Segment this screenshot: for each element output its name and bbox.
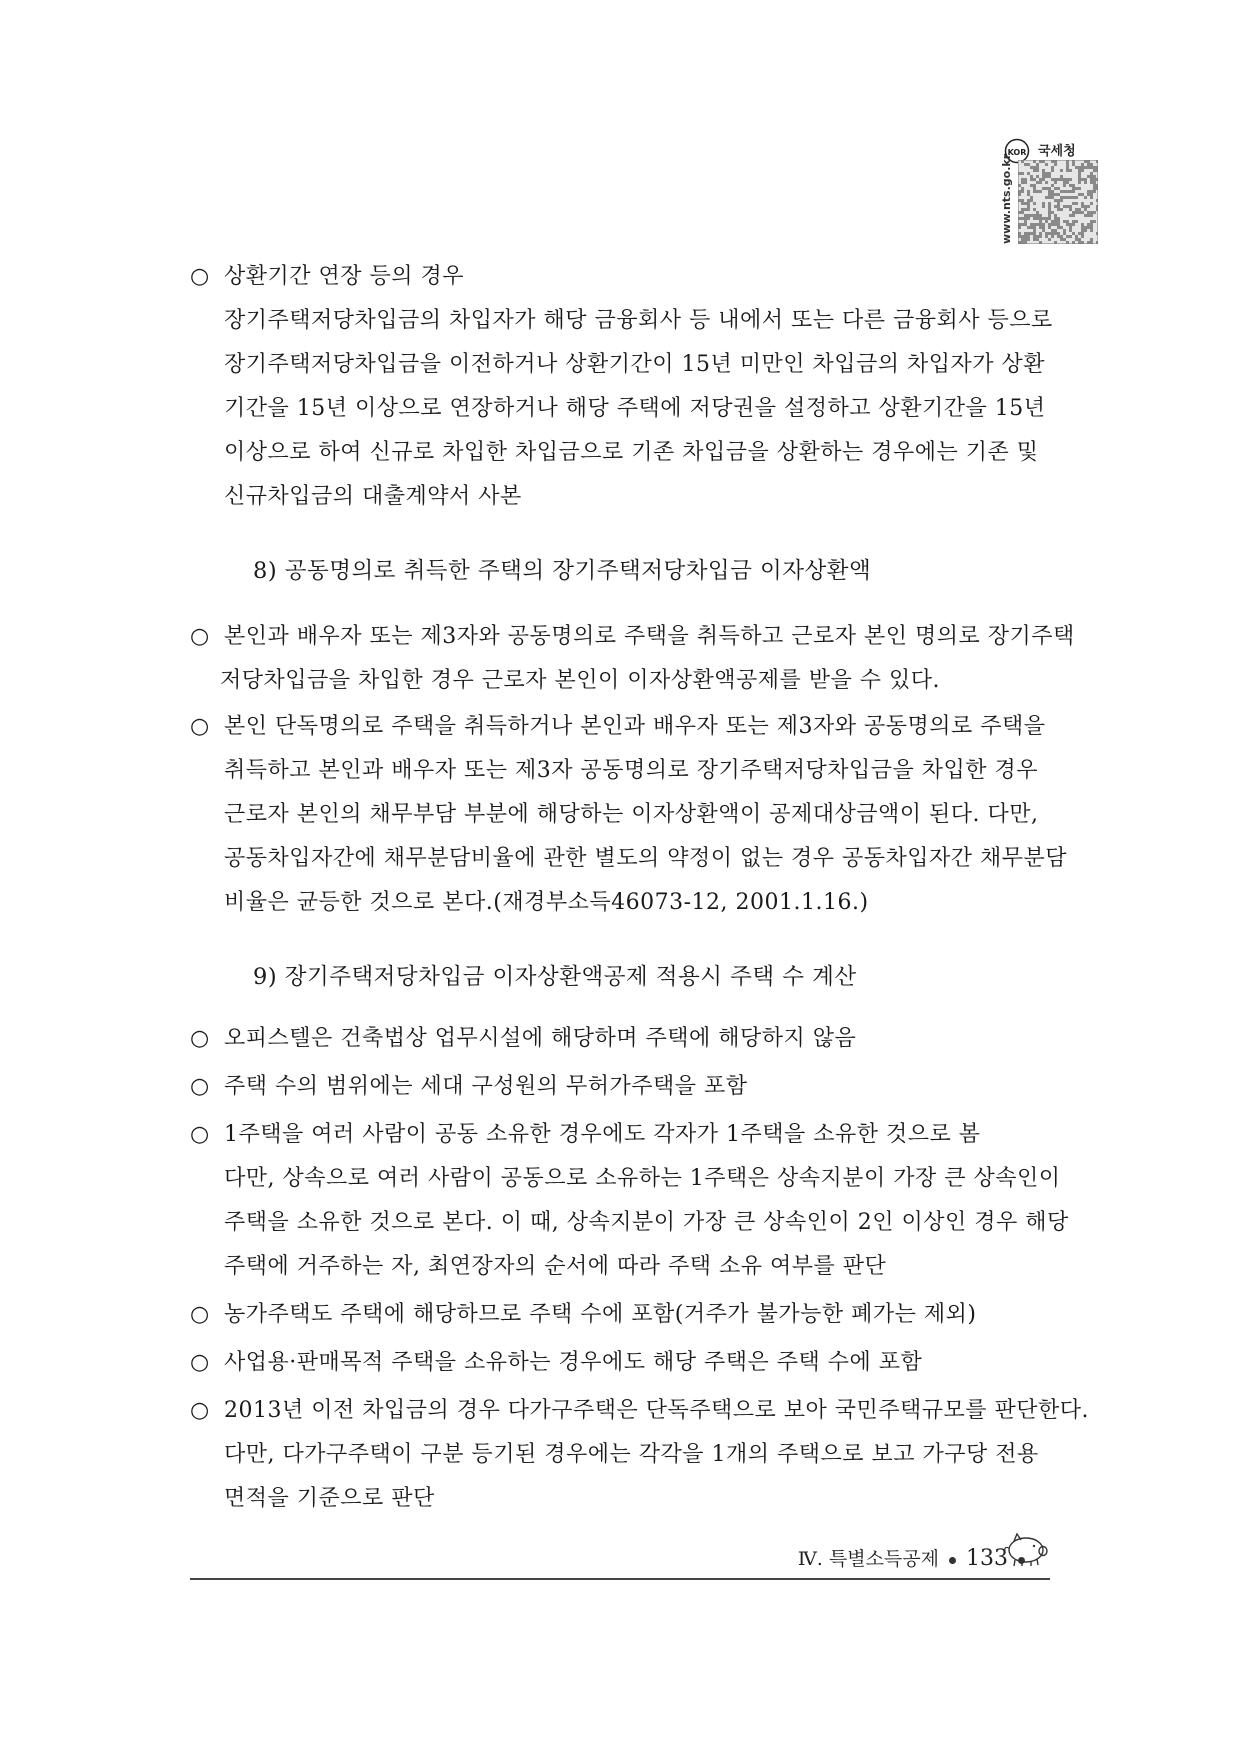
text-line: 면적을 기준으로 판단: [224, 1486, 435, 1511]
text-line: 저당차입금을 차입한 경우 근로자 본인이 이자상환액공제를 받을 수 있다.: [220, 668, 941, 693]
text-line: 다만, 상속으로 여러 사람이 공동으로 소유하는 1주택은 상속지분이 가장 큰 상속인이: [224, 1166, 1061, 1191]
bullet-circle: ○: [190, 714, 210, 739]
text-line: 장기주택저당차입금을 이전하거나 상환기간이 15년 미만인 차입금의 차입자가 상환: [224, 352, 1046, 377]
text-line: 농가주택도 주택에 해당하므로 주택 수에 포함(거주가 불가능한 폐가는 제외): [224, 1302, 977, 1327]
text-line: 취득하고 본인과 배우자 또는 제3자 공동명의로 장기주택저당차입금을 차입한 경우: [224, 758, 1039, 783]
text-line: 오피스텔은 건축법상 업무시설에 해당하며 주택에 해당하지 않음: [224, 1026, 857, 1051]
bullet-circle: ○: [190, 1074, 210, 1099]
text-line: 본인과 배우자 또는 제3자와 공동명의로 주택을 취득하고 근로자 본인 명의로 장기주택: [224, 624, 1075, 649]
bullet-circle: ○: [190, 1302, 210, 1327]
org-name: 국세청: [1038, 144, 1076, 159]
text-line: 상환기간 연장 등의 경우: [224, 264, 465, 289]
footer-rule: [190, 1578, 1050, 1580]
bullet-circle: ○: [190, 1350, 210, 1375]
text-line: 근로자 본인의 채무부담 부분에 해당하는 이자상환액이 공제대상금액이 된다. 다만,: [224, 802, 1039, 827]
text-line: 사업용·판매목적 주택을 소유하는 경우에도 해당 주택은 주택 수에 포함: [224, 1350, 923, 1375]
section-heading-8: 8) 공동명의로 취득한 주택의 장기주택저당차입금 이자상환액: [253, 558, 872, 584]
text-line: 1주택을 여러 사람이 공동 소유한 경우에도 각자가 1주택을 소유한 것으로 봄: [224, 1122, 981, 1147]
svg-text:KOR: KOR: [1007, 148, 1027, 157]
text-line: 비율은 균등한 것으로 본다.(재경부소득46073-12, 2001.1.16.): [224, 890, 869, 915]
text-line: 공동차입자간에 채무분담비율에 관한 별도의 약정이 없는 경우 공동차입자간 채무분담: [224, 846, 1068, 871]
text-line: 장기주택저당차입금의 차입자가 해당 금융회사 등 내에서 또는 다른 금융회사 등으로: [224, 308, 1053, 333]
text-line: 이상으로 하여 신규로 차입한 차입금으로 기존 차입금을 상환하는 경우에는 기존 및: [224, 440, 1039, 465]
text-line: 주택 수의 범위에는 세대 구성원의 무허가주택을 포함: [224, 1074, 748, 1099]
bullet-circle: ○: [190, 1122, 210, 1147]
text-line: 주택을 소유한 것으로 본다. 이 때, 상속지분이 가장 큰 상속인이 2인 이상인 경우 해당: [224, 1210, 1069, 1235]
bullet-circle: ○: [190, 1398, 210, 1423]
nts-logo: [994, 140, 1114, 245]
bullet-dot-icon: [949, 1557, 956, 1564]
text-line: 다만, 다가구주택이 구분 등기된 경우에는 각각을 1개의 주택으로 보고 가구당 전용: [224, 1442, 1039, 1467]
bullet-circle: ○: [190, 624, 210, 649]
text-line: 기간을 15년 이상으로 연장하거나 해당 주택에 저당권을 설정하고 상환기간을 15년: [224, 396, 1046, 421]
pig-icon: [1000, 1530, 1050, 1570]
text-line: 주택에 거주하는 자, 최연장자의 순서에 따라 주택 소유 여부를 판단: [224, 1254, 887, 1279]
text-line: 신규차입금의 대출계약서 사본: [224, 484, 522, 509]
bullet-circle: ○: [190, 1026, 210, 1051]
text-line: 2013년 이전 차입금의 경우 다가구주택은 단독주택으로 보아 국민주택규모를 판단한다.: [224, 1398, 1089, 1423]
page-number: 133: [966, 1546, 1008, 1571]
bullet-circle: ○: [190, 264, 210, 289]
logo-url-text: www.nts.go.kr: [1000, 153, 1013, 244]
section-heading-9: 9) 장기주택저당차입금 이자상환액공제 적용시 주택 수 계산: [253, 964, 857, 990]
chapter-title: Ⅳ. 특별소득공제: [797, 1548, 939, 1570]
qr-code-icon: [1018, 160, 1098, 244]
text-line: 본인 단독명의로 주택을 취득하거나 본인과 배우자 또는 제3자와 공동명의로 주택을: [224, 714, 1046, 739]
